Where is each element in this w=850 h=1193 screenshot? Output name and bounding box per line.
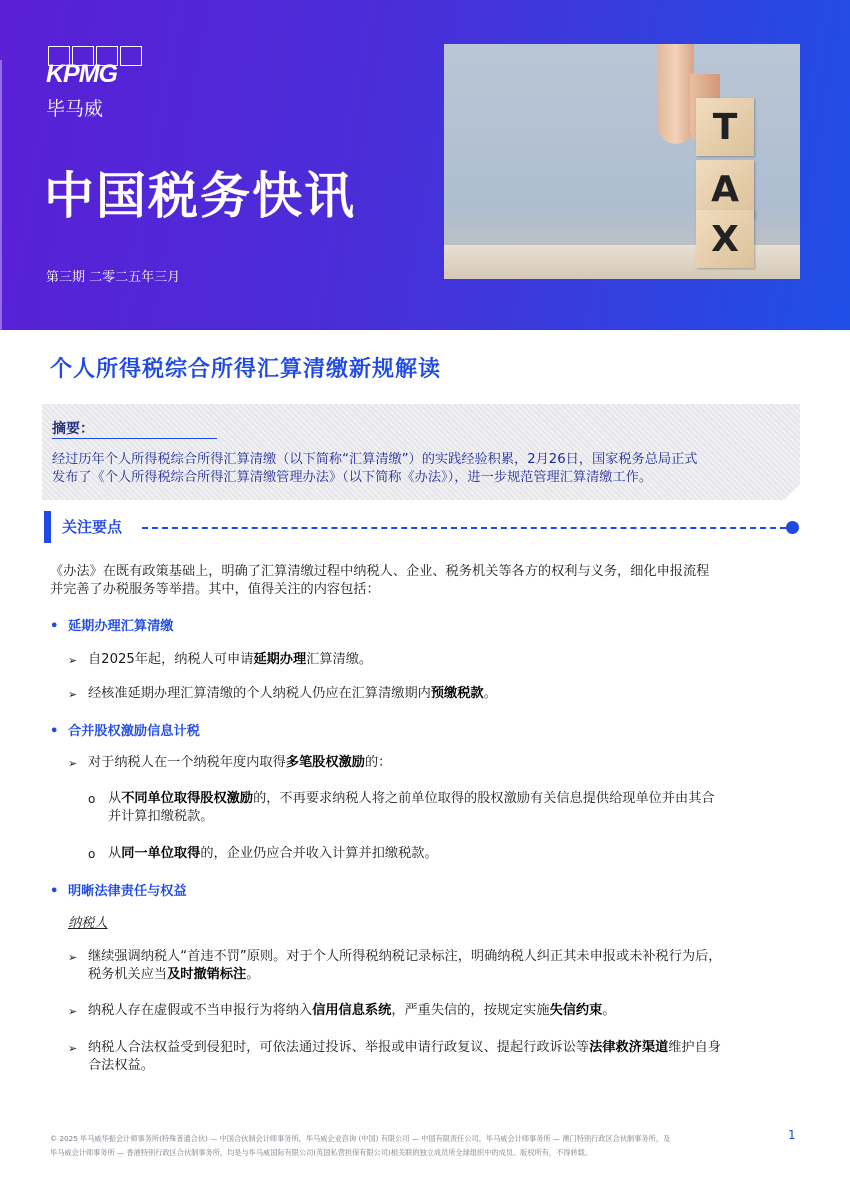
circle-icon: o bbox=[88, 847, 96, 861]
bullet-legal-liability: • 明晰法律责任与权益 bbox=[50, 884, 187, 899]
arrow-icon: ➢ bbox=[68, 688, 78, 701]
issue-date: 第三期 二零二五年三月 bbox=[46, 270, 181, 285]
section-title: 关注要点 bbox=[62, 518, 123, 536]
arrow-icon: ➢ bbox=[68, 757, 78, 770]
photo-finger bbox=[658, 44, 694, 144]
logo-chinese-name: 毕马威 bbox=[46, 98, 104, 120]
circle-icon: o bbox=[88, 792, 96, 806]
item-a2: 经核准延期办理汇算清缴的个人纳税人仍应在汇算清缴期内预缴税款。 bbox=[88, 686, 497, 701]
abstract-underline bbox=[52, 438, 217, 439]
photo-tile-a: A bbox=[696, 160, 754, 218]
section-bar bbox=[44, 511, 51, 543]
kpmg-logo bbox=[46, 46, 146, 92]
item-c2: 从同一单位取得的，企业仍应合并收入计算并扣缴税款。 bbox=[108, 846, 438, 861]
bullet-dot: • bbox=[50, 884, 59, 899]
abstract-fold-corner bbox=[784, 484, 800, 500]
photo-tile-t: T bbox=[696, 98, 754, 156]
abstract-text: 经过历年个人所得税综合所得汇算清缴（以下简称“汇算清缴”）的实践经验积累，2月26日，国家税务总局正式 发布了《个人所得税综合所得汇算清缴管理办法》（以下简称《办法》），进一步规范管理汇算清缴工作。 bbox=[52, 452, 698, 485]
page-number: 1 bbox=[788, 1128, 796, 1142]
photo-tile-x: X bbox=[696, 210, 754, 268]
arrow-icon: ➢ bbox=[68, 951, 78, 964]
tax-blocks-photo bbox=[444, 44, 800, 279]
bullet-extension: • 延期办理汇算清缴 bbox=[50, 619, 174, 634]
banner-divider bbox=[0, 60, 2, 330]
section-dashed-line bbox=[142, 527, 786, 529]
arrow-icon: ➢ bbox=[68, 1005, 78, 1018]
item-c1: 从不同单位取得股权激励的，不再要求纳税人将之前单位取得的股权激励有关信息提供给现单位并由其合 并计算扣缴税款。 bbox=[108, 791, 715, 824]
item-d2: 纳税人存在虚假或不当申报行为将纳入信用信息系统，严重失信的，按规定实施失信约束。 bbox=[88, 1003, 616, 1018]
bullet-dot: • bbox=[50, 619, 59, 634]
arrow-icon: ➢ bbox=[68, 1042, 78, 1055]
copyright-footer: © 2025 毕马威华振会计师事务所(特殊普通合伙) — 中国合伙制会计师事务所，毕马威企业咨询 (中国) 有限公司 — 中国有限责任公司，毕马威会计师事务所 — 澳门特别行政区合伙制事务所，及 毕马威会计师事务所 — 香港特别行政区合伙制事务所，均是与毕马威国际有限公司(英国私营担保有限公司)相关联的独立成员所全球组织中的成员。版权所有，不得转载。 bbox=[50, 1134, 671, 1157]
section-end-dot bbox=[786, 521, 799, 534]
item-a1: 自2025年起，纳税人可申请延期办理汇算清缴。 bbox=[88, 652, 373, 667]
item-d1: 继续强调纳税人“首违不罚”原则。对于个人所得税纳税记录标注，明确纳税人纠正其未申报或未补税行为后， 税务机关应当及时撤销标注。 bbox=[88, 949, 722, 982]
header-banner bbox=[0, 0, 850, 330]
abstract-box bbox=[42, 404, 800, 500]
logo-text: KPMG bbox=[46, 60, 117, 88]
article-title: 个人所得税综合所得汇算清缴新规解读 bbox=[50, 357, 442, 382]
intro-paragraph: 《办法》在既有政策基础上，明确了汇算清缴过程中纳税人、企业、税务机关等各方的权利与义务，细化申报流程 并完善了办税服务等举措。其中，值得关注的内容包括： bbox=[50, 564, 710, 597]
item-b1: 对于纳税人在一个纳税年度内取得多笔股权激励的： bbox=[88, 755, 392, 770]
bullet-equity-incentive: • 合并股权激励信息计税 bbox=[50, 724, 200, 739]
bullet-dot: • bbox=[50, 724, 59, 739]
publication-title: 中国税务快讯 bbox=[44, 167, 356, 225]
arrow-icon: ➢ bbox=[68, 654, 78, 667]
item-d3: 纳税人合法权益受到侵犯时，可依法通过投诉、举报或申请行政复议、提起行政诉讼等法律救济渠道维护自身 合法权益。 bbox=[88, 1040, 721, 1073]
abstract-label: 摘要： bbox=[52, 421, 94, 437]
taxpayer-subhead: 纳税人 bbox=[68, 916, 108, 931]
